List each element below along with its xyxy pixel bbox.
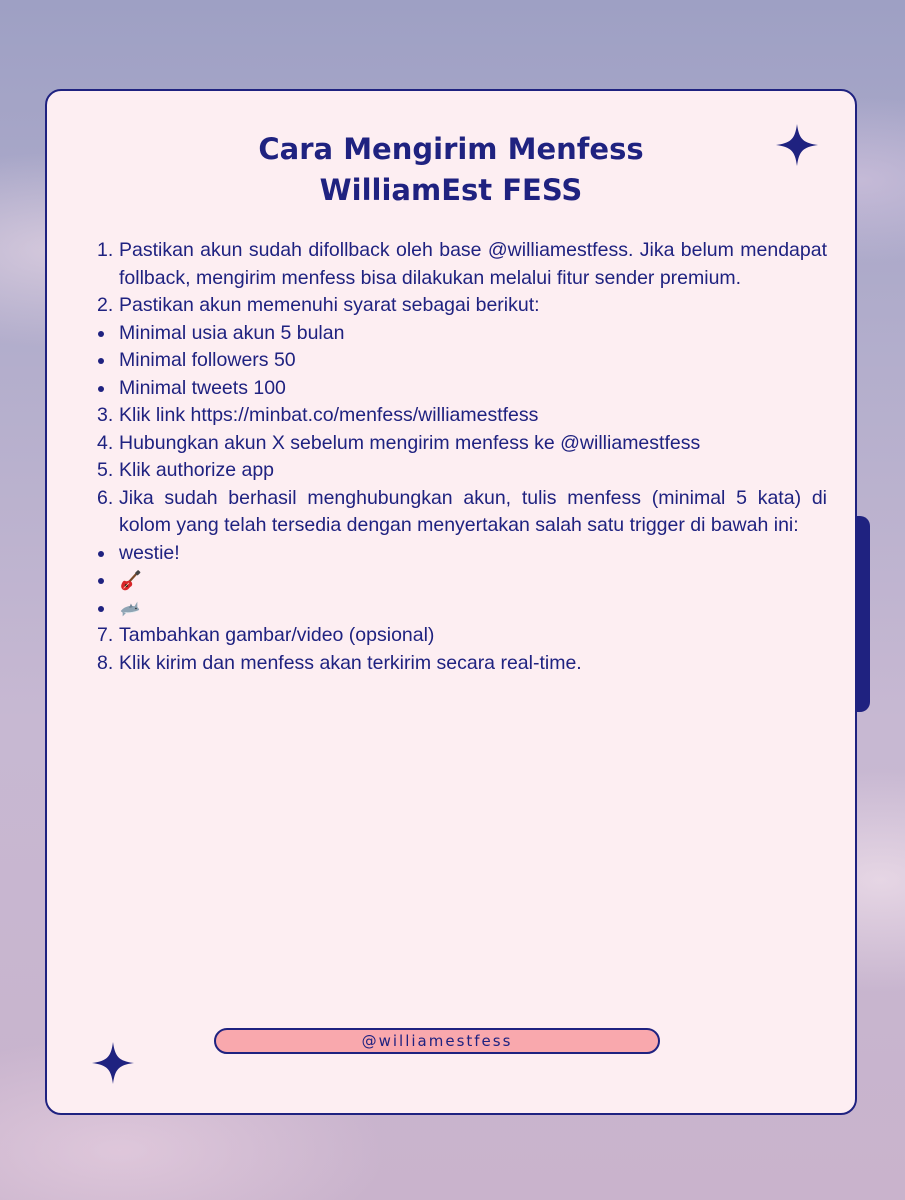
requirement-text: Minimal usia akun 5 bulan bbox=[119, 321, 345, 344]
steps-list bbox=[95, 237, 827, 677]
step-4 bbox=[95, 430, 827, 458]
step-8 bbox=[95, 650, 827, 678]
step-number: 1. bbox=[97, 239, 114, 261]
step-number: 8. bbox=[97, 651, 114, 674]
step-text: Pastikan akun memenuhi syarat sebagai berikut: bbox=[119, 294, 540, 316]
step-number: 4. bbox=[97, 431, 114, 454]
requirement-item bbox=[95, 375, 827, 403]
sparkle-star-icon bbox=[91, 1041, 135, 1085]
step-text: Jika sudah berhasil menghubungkan akun, tulis menfess (minimal 5 kata) di kolom yang telah tersedia dengan menyertakan salah satu trigger di bawah ini: bbox=[119, 486, 827, 536]
requirement-text: Minimal followers 50 bbox=[119, 349, 296, 371]
step-number: 2. bbox=[97, 294, 114, 316]
requirement-text: Minimal tweets 100 bbox=[119, 376, 286, 399]
bullet-dot bbox=[98, 331, 104, 337]
step-text: Hubungkan akun X sebelum mengirim menfess ke @williamestfess bbox=[119, 431, 701, 454]
trigger-text: westie! bbox=[119, 541, 180, 564]
guitar-emoji-icon bbox=[119, 570, 141, 592]
instruction-card bbox=[45, 89, 857, 1115]
title-line-1: Cara Mengirim Menfess bbox=[258, 132, 644, 166]
step-1 bbox=[95, 237, 827, 292]
title-line-2: WilliamEst FESS bbox=[319, 173, 583, 207]
step-text: Pastikan akun sudah difollback oleh base @williamestfess. Jika belum mendapat follback, mengirim menfess bisa dilakukan melalui fitur sender premium. bbox=[119, 239, 827, 289]
account-handle-badge: @williamestfess bbox=[214, 1028, 660, 1054]
bullet-dot bbox=[98, 358, 104, 364]
trigger-item bbox=[95, 567, 827, 595]
step-number: 3. bbox=[97, 404, 114, 426]
shark-emoji-icon bbox=[119, 598, 141, 620]
step-number: 5. bbox=[97, 459, 114, 481]
trigger-item bbox=[95, 595, 827, 623]
bullet-dot bbox=[98, 386, 104, 392]
step-text: Klik link https://minbat.co/menfess/williamestfess bbox=[119, 404, 539, 426]
step-number: 7. bbox=[97, 624, 114, 646]
requirement-item bbox=[95, 320, 827, 348]
bullet-dot bbox=[98, 551, 104, 557]
bullet-dot bbox=[98, 578, 104, 584]
page-title bbox=[47, 129, 855, 211]
step-text: Tambahkan gambar/video (opsional) bbox=[119, 624, 435, 646]
bullet-dot bbox=[98, 606, 104, 612]
trigger-item bbox=[95, 540, 827, 568]
step-7 bbox=[95, 622, 827, 650]
step-3 bbox=[95, 402, 827, 430]
step-number: 6. bbox=[97, 486, 114, 509]
step-5 bbox=[95, 457, 827, 485]
step-text: Klik authorize app bbox=[119, 459, 275, 481]
requirement-item bbox=[95, 347, 827, 375]
step-text: Klik kirim dan menfess akan terkirim secara real-time. bbox=[119, 651, 582, 674]
step-2 bbox=[95, 292, 827, 320]
step-6 bbox=[95, 485, 827, 540]
